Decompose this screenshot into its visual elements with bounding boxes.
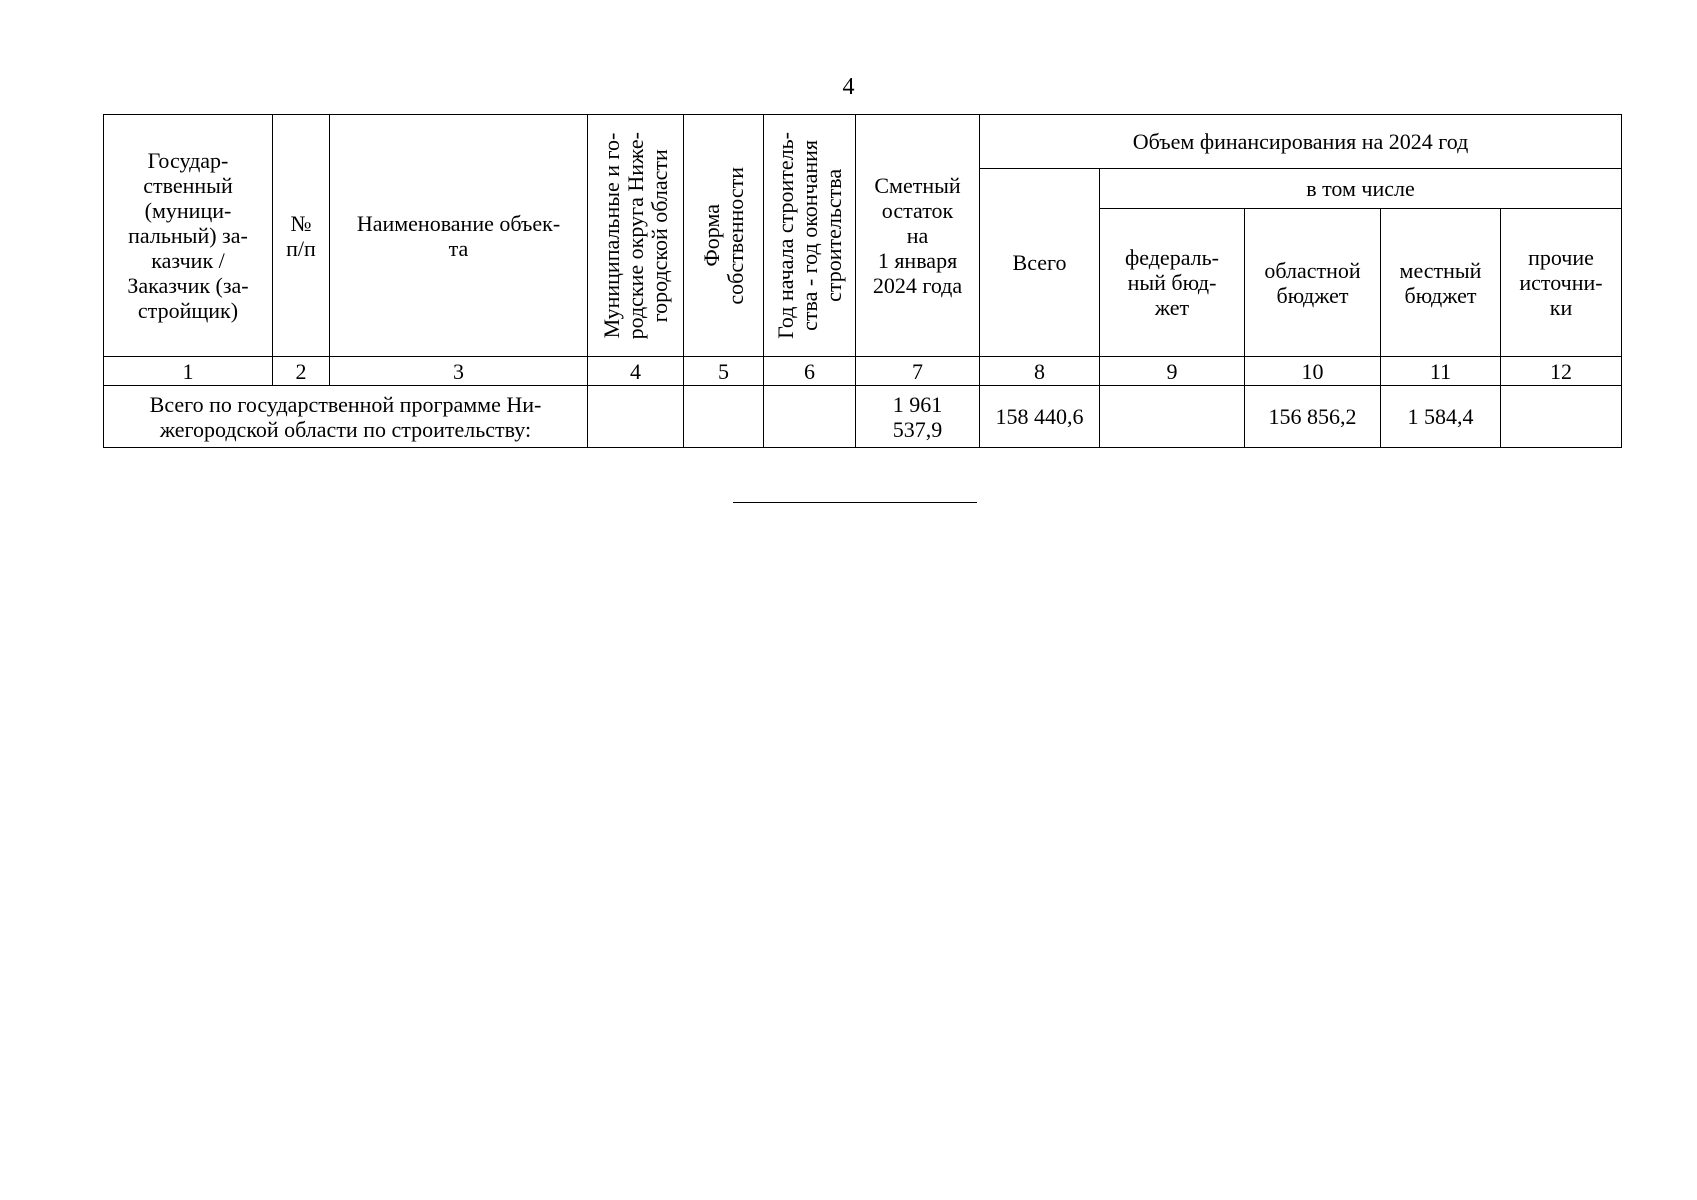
- header-customer: [104, 115, 273, 357]
- header-other-text: прочие источни- ки: [1519, 245, 1603, 320]
- total-row-local-value: 1 584,4: [1407, 404, 1474, 429]
- column-number: 12: [1501, 357, 1622, 386]
- column-number: 1: [104, 357, 273, 386]
- header-districts-text: Муниципальные и го- родские округа Ниже- городской области: [598, 131, 672, 340]
- header-total: [980, 169, 1100, 357]
- header-districts: [588, 115, 684, 357]
- header-estimate-balance: [856, 115, 980, 357]
- header-ownership-text: Форма собственности: [698, 166, 748, 305]
- column-numbers-row: [104, 357, 1622, 386]
- header-customer-text: Государ- ственный (муници- пальный) за- казчик / Заказчик (за- стройщик): [127, 148, 249, 323]
- header-object-name: [330, 115, 588, 357]
- header-including-text: в том числе: [1306, 176, 1415, 201]
- total-row-estimate-balance: [856, 386, 980, 448]
- header-financing-text: Объем финансирования на 2024 год: [1132, 129, 1469, 154]
- total-row-districts: [588, 386, 684, 448]
- total-row-ownership: [684, 386, 764, 448]
- total-row-total-value: 158 440,6: [995, 404, 1084, 429]
- column-number: 9: [1100, 357, 1245, 386]
- column-number: 7: [856, 357, 980, 386]
- total-row: [104, 386, 1622, 448]
- column-number: 4: [588, 357, 684, 386]
- column-number: 8: [980, 357, 1100, 386]
- header-local-text: местный бюджет: [1399, 257, 1482, 308]
- header-ownership: [684, 115, 764, 357]
- header-federal-text: федераль- ный бюд- жет: [1125, 245, 1219, 320]
- column-number: 11: [1381, 357, 1501, 386]
- header-number: [273, 115, 330, 357]
- header-number-text: № п/п: [286, 210, 316, 261]
- header-local: [1381, 209, 1501, 357]
- total-row-years: [764, 386, 856, 448]
- header-years-text: Год начала строитель- ства - год окончания строительства: [772, 132, 846, 339]
- end-rule: [733, 502, 977, 503]
- header-years: [764, 115, 856, 357]
- column-number: 10: [1245, 357, 1381, 386]
- header-financing: [980, 115, 1622, 169]
- total-row-local: [1381, 386, 1501, 448]
- total-row-label-text: Всего по государственной программе Ни- жегородской области по строительству:: [149, 391, 542, 442]
- column-number: 3: [330, 357, 588, 386]
- total-row-label: [104, 386, 588, 448]
- header-including: [1100, 169, 1622, 209]
- header-regional-text: областной бюджет: [1264, 257, 1361, 308]
- column-number: 6: [764, 357, 856, 386]
- total-row-total: [980, 386, 1100, 448]
- total-row-regional: [1245, 386, 1381, 448]
- total-row-regional-value: 156 856,2: [1268, 404, 1357, 429]
- header-estimate-balance-text: Сметный остаток на 1 января 2024 года: [872, 173, 963, 298]
- financing-table: [103, 114, 1622, 448]
- header-regional: [1245, 209, 1381, 357]
- header-total-text: Всего: [1012, 250, 1067, 275]
- column-number: 5: [684, 357, 764, 386]
- page-number: 4: [842, 74, 855, 100]
- column-number: 2: [273, 357, 330, 386]
- header-object-name-text: Наименование объек- та: [356, 210, 561, 261]
- total-row-federal: [1100, 386, 1245, 448]
- header-other: [1501, 209, 1622, 357]
- header-federal: [1100, 209, 1245, 357]
- total-row-other: [1501, 386, 1622, 448]
- total-row-estimate-balance-value: 1 961 537,9: [892, 391, 943, 442]
